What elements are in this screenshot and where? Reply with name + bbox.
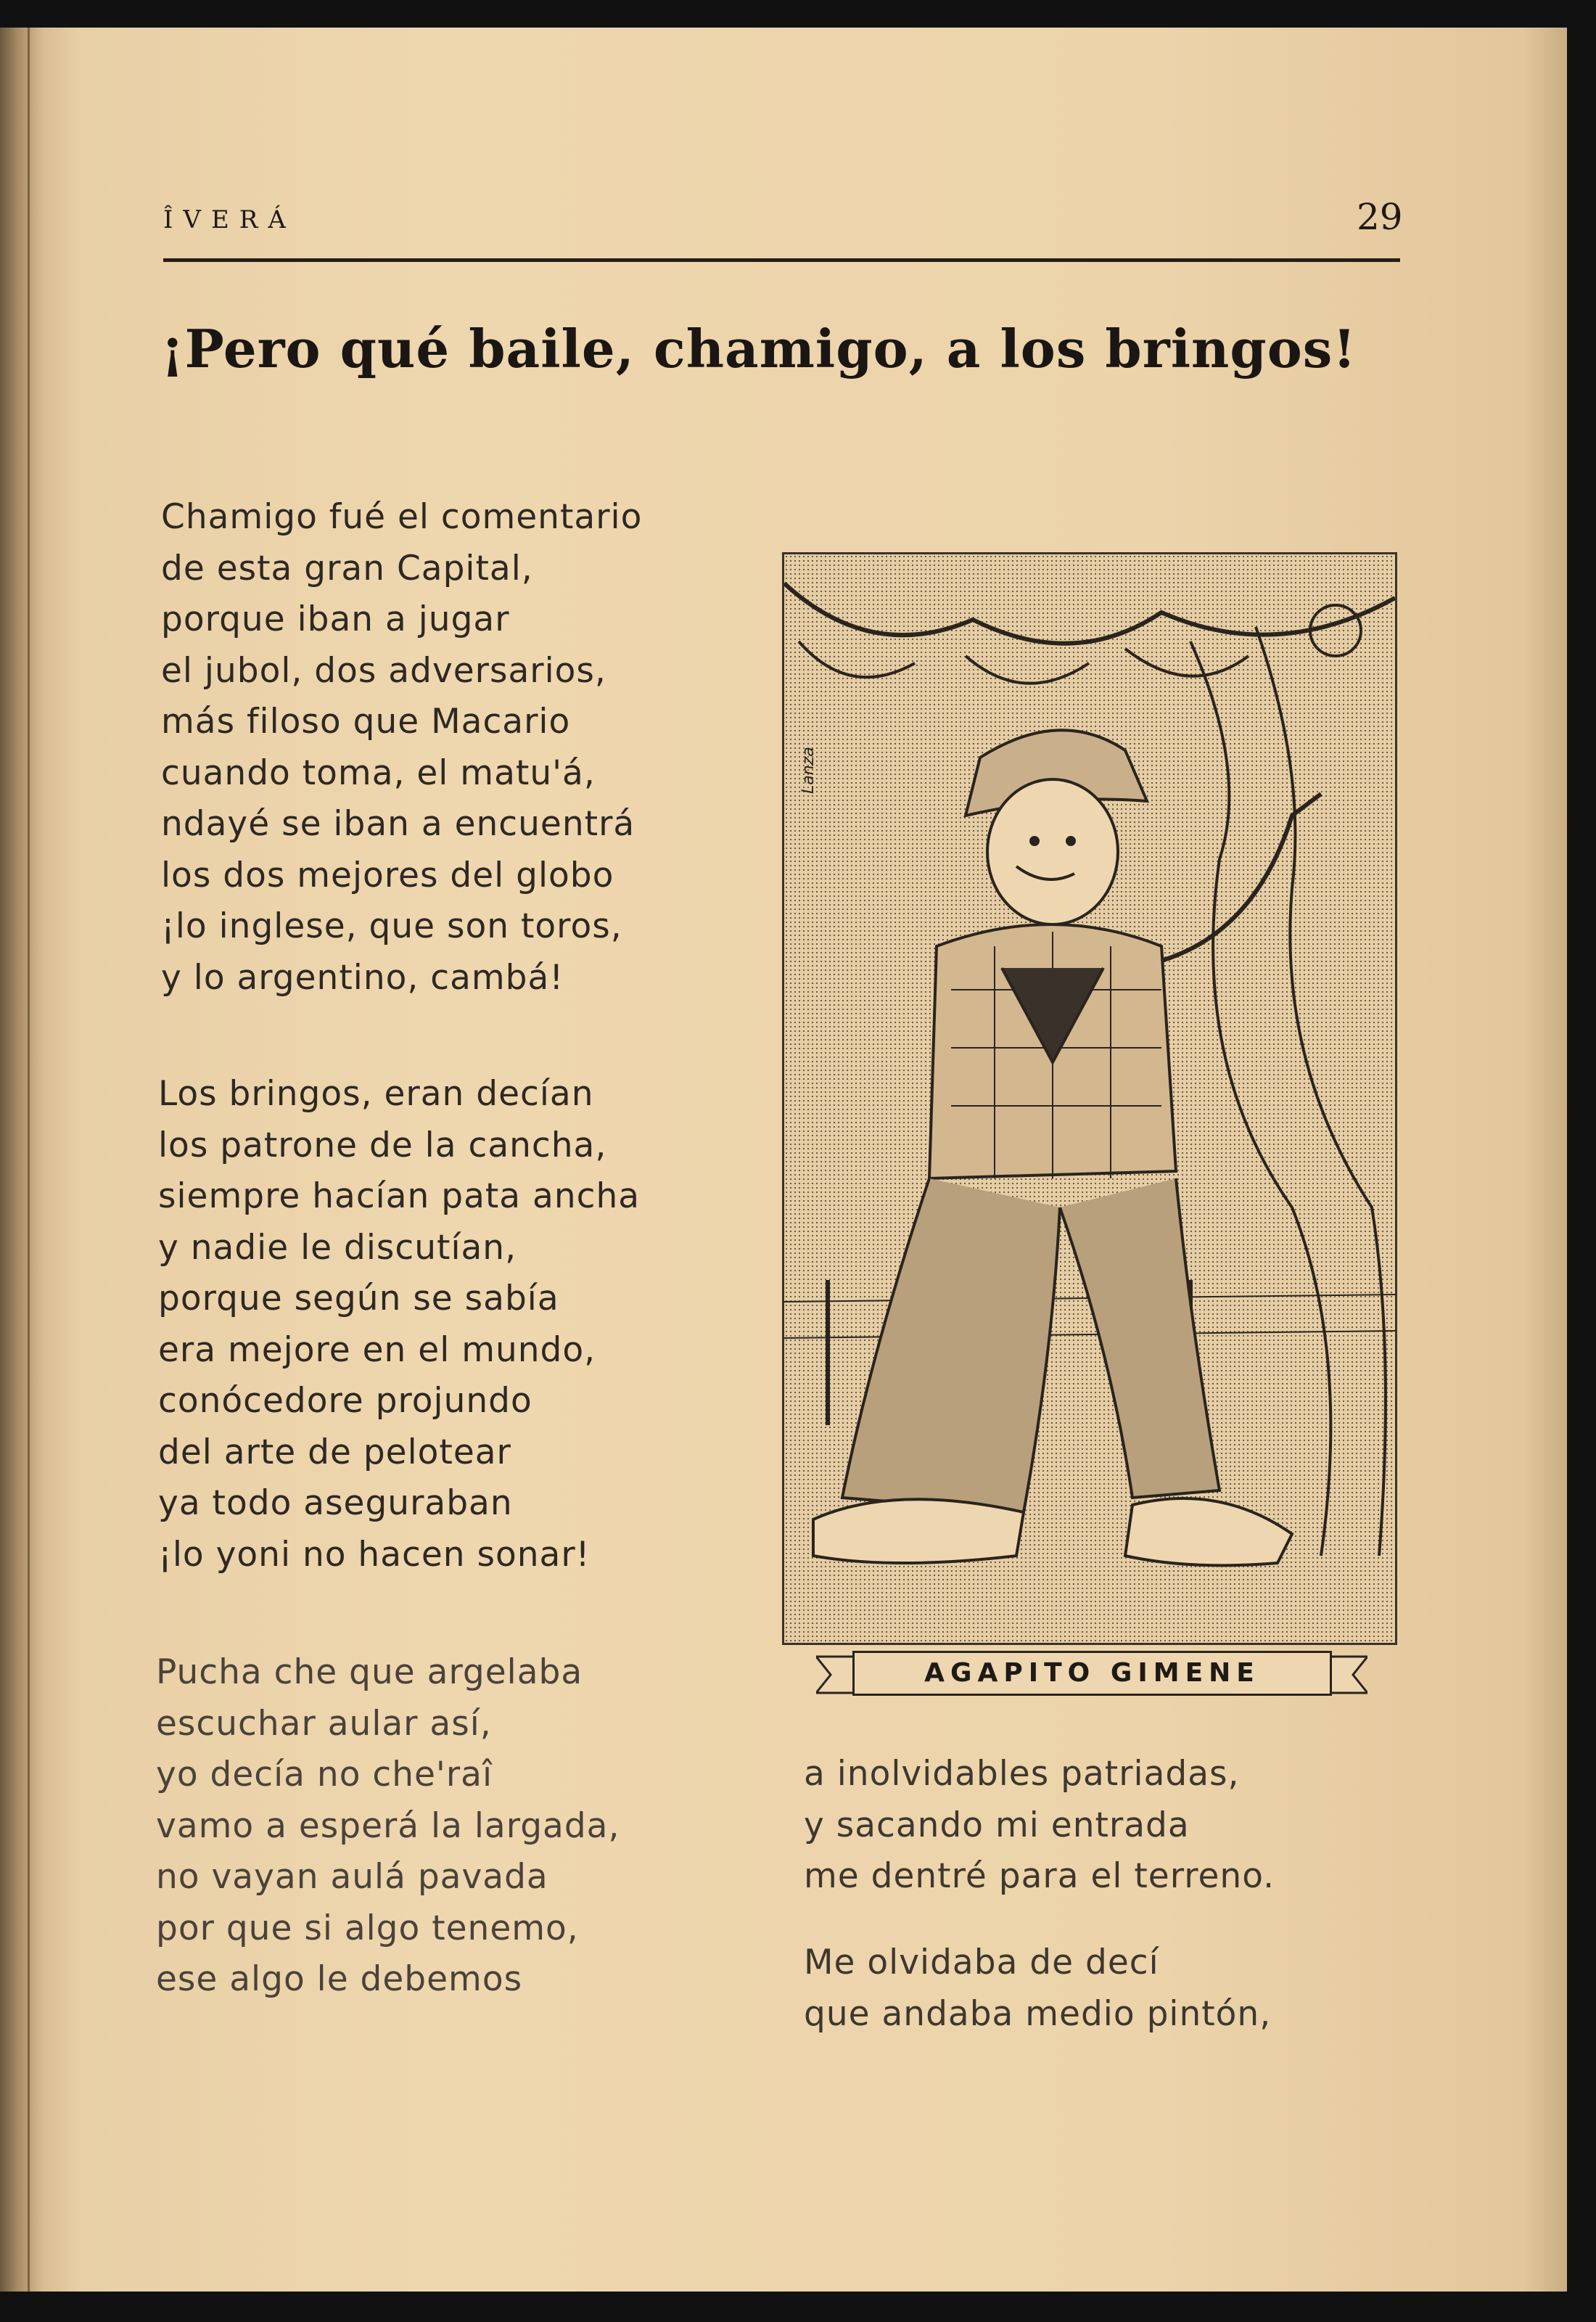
verse-line: me dentré para el terreno. bbox=[804, 1856, 1275, 1896]
verse-line: porque iban a jugar bbox=[161, 599, 510, 639]
magazine-page bbox=[0, 28, 1567, 2292]
verse-line: más filoso que Macario bbox=[161, 702, 571, 742]
verse-line: yo decía no che'raî bbox=[156, 1755, 493, 1794]
verse-line: vamo a esperá la largada, bbox=[156, 1805, 620, 1846]
verse-line: ¡lo yoni no hacen sonar! bbox=[158, 1534, 591, 1575]
illustration-drawing bbox=[784, 554, 1395, 1643]
verse-line: de esta gran Capital, bbox=[161, 548, 533, 588]
verse-line: no vayan aulá pavada bbox=[156, 1857, 548, 1897]
verse-line: ese algo le debemos bbox=[156, 1959, 523, 1999]
verse-line: cuando toma, el matu'á, bbox=[161, 752, 596, 793]
stanza-3 bbox=[156, 1647, 620, 2006]
verse-line: los dos mejores del globo bbox=[161, 855, 614, 895]
verse-line: Pucha che que argelaba bbox=[156, 1652, 583, 1692]
verse-line: los patrone de la cancha, bbox=[158, 1125, 607, 1165]
illustration-boy-under-tree bbox=[782, 552, 1397, 1645]
verse-line: el jubol, dos adversarios, bbox=[161, 650, 606, 691]
verse-line: Me olvidaba de decí bbox=[804, 1942, 1159, 1982]
verse-line: ¡lo inglese, que son toros, bbox=[161, 906, 622, 946]
artist-signature: Lanza bbox=[799, 747, 818, 794]
right-stanza-2 bbox=[804, 1937, 1271, 2040]
verse-line: ndayé se iban a encuentrá bbox=[161, 804, 635, 844]
right-stanza-1 bbox=[804, 1749, 1275, 1903]
verse-line: porque según se sabía bbox=[158, 1279, 559, 1318]
stanza-2 bbox=[158, 1069, 640, 1580]
poem-title: ¡Pero qué baile, chamigo, a los bringos! bbox=[161, 318, 1357, 380]
binding-shadow bbox=[28, 28, 30, 2292]
verse-line: por que si algo tenemo, bbox=[156, 1908, 579, 1948]
verse-line: del arte de pelotear bbox=[158, 1432, 511, 1472]
stanza-1 bbox=[161, 492, 642, 1004]
verse-line: Los bringos, eran decían bbox=[158, 1074, 594, 1114]
verse-line: ya todo aseguraban bbox=[158, 1483, 513, 1523]
verse-line: y nadie le discutían, bbox=[158, 1227, 517, 1268]
page-number: 29 bbox=[1357, 196, 1403, 238]
verse-line: y sacando mi entrada bbox=[804, 1805, 1190, 1845]
verse-line: y lo argentino, cambá! bbox=[161, 957, 564, 998]
verse-line: a inolvidables patriadas, bbox=[804, 1754, 1240, 1794]
verse-line: era mejore en el mundo, bbox=[158, 1329, 596, 1370]
verse-line: escuchar aular así, bbox=[156, 1703, 492, 1744]
illustration-caption: AGAPITO GIMENE bbox=[852, 1651, 1332, 1696]
verse-line: que andaba medio pintón, bbox=[804, 1993, 1272, 2034]
header-rule bbox=[163, 258, 1400, 262]
verse-line: conócedore projundo bbox=[158, 1381, 532, 1421]
running-header-publication: ÎVERÁ bbox=[163, 205, 296, 234]
illustration-caption-banner bbox=[816, 1642, 1367, 1700]
verse-line: siempre hacían pata ancha bbox=[158, 1176, 641, 1216]
verse-line: Chamigo fué el comentario bbox=[161, 497, 643, 537]
